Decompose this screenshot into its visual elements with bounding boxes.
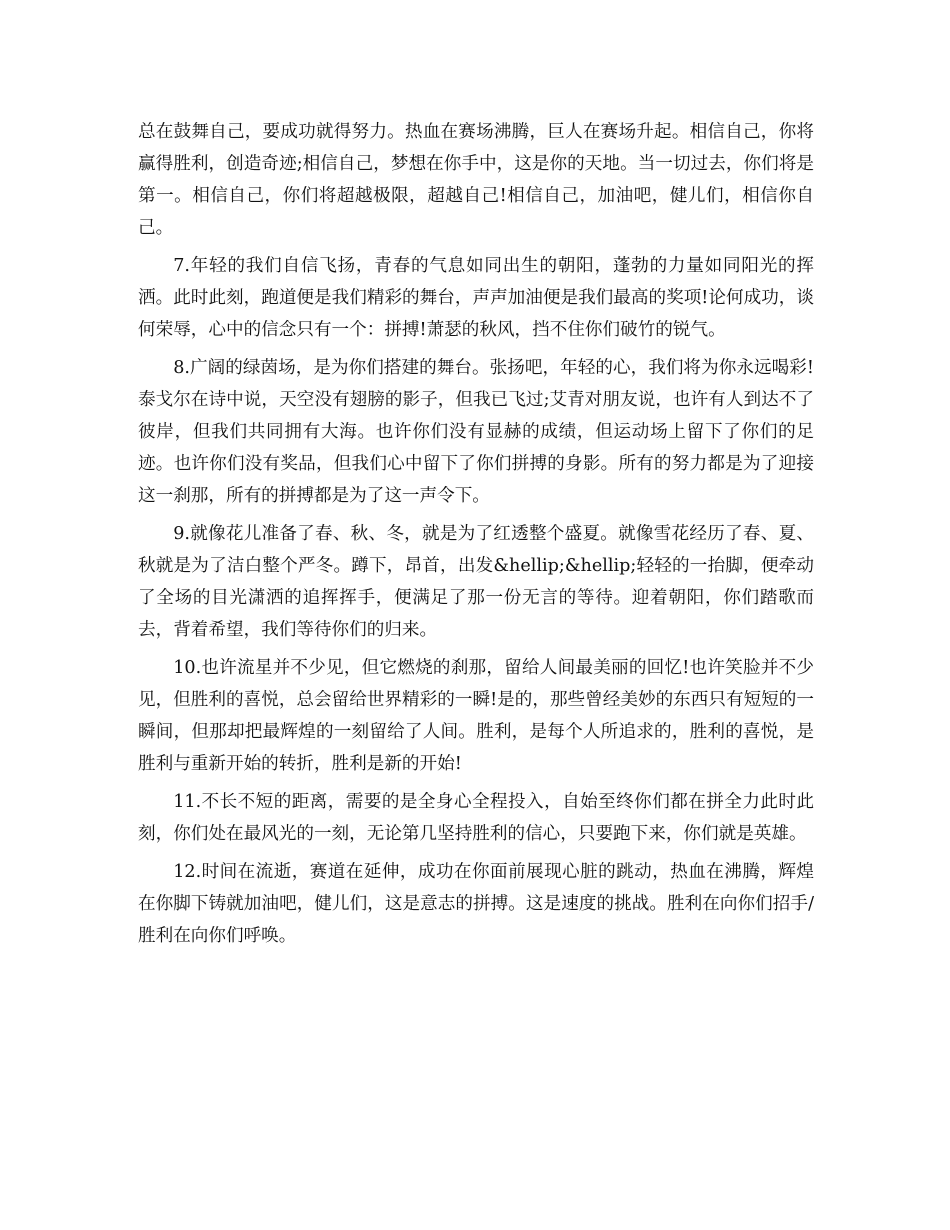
paragraph-10: 10.也许流星并不少见，但它燃烧的刹那，留给人间最美丽的回忆!也许笑脸并不少见，但胜利的喜悦，总会留给世界精彩的一瞬!是的，那些曾经美妙的东西只有短短的一瞬间，但那却把最辉煌的一刻留给了人间。胜利，是每个人所追求的，胜利的喜悦，是胜利与重新开始的转折，胜利是新的开始!	[138, 658, 814, 774]
paragraph-8: 8.广阔的绿茵场，是为你们搭建的舞台。张扬吧，年轻的心，我们将为你永远喝彩!泰戈尔在诗中说，天空没有翅膀的影子，但我已飞过;艾青对朋友说，也许有人到达不了彼岸，但我们共同拥有大海。也许你们没有显赫的成绩，但运动场上留下了你们的足迹。也许你们没有奖品，但我们心中留下了你们拼搏的身影。所有的努力都是为了迎接这一刹那，所有的拼搏都是为了这一声令下。	[138, 358, 814, 506]
document-body	[138, 116, 814, 952]
paragraph-12: 12.时间在流逝，赛道在延伸，成功在你面前展现心脏的跳动，热血在沸腾，辉煌在你脚下铸就加油吧，健儿们，这是意志的拼搏。这是速度的挑战。胜利在向你们招手/胜利在向你们呼唤。	[138, 862, 814, 946]
paragraph-11: 11.不长不短的距离，需要的是全身心全程投入，自始至终你们都在拼全力此时此刻，你们处在最风光的一刻，无论第几坚持胜利的信心，只要跑下来，你们就是英雄。	[138, 792, 814, 844]
paragraph-9: 9.就像花儿准备了春、秋、冬，就是为了红透整个盛夏。就像雪花经历了春、夏、秋就是为了洁白整个严冬。蹲下，昂首，出发&hellip;&hellip;轻轻的一抬脚，便牵动了全场的目光潇洒的追挥挥手，便满足了那一份无言的等待。迎着朝阳，你们踏歌而去，背着希望，我们等待你们的归来。	[138, 524, 814, 640]
paragraph-7: 7.年轻的我们自信飞扬，青春的气息如同出生的朝阳，蓬勃的力量如同阳光的挥洒。此时此刻，跑道便是我们精彩的舞台，声声加油便是我们最高的奖项!论何成功，谈何荣辱，心中的信念只有一个：拼搏!萧瑟的秋风，挡不住你们破竹的锐气。	[138, 256, 814, 340]
paragraph-continued: 总在鼓舞自己，要成功就得努力。热血在赛场沸腾，巨人在赛场升起。相信自己，你将赢得胜利，创造奇迹;相信自己，梦想在你手中，这是你的天地。当一切过去，你们将是第一。相信自己，你们将超越极限，超越自己!相信自己，加油吧，健儿们，相信你自己。	[138, 122, 814, 238]
